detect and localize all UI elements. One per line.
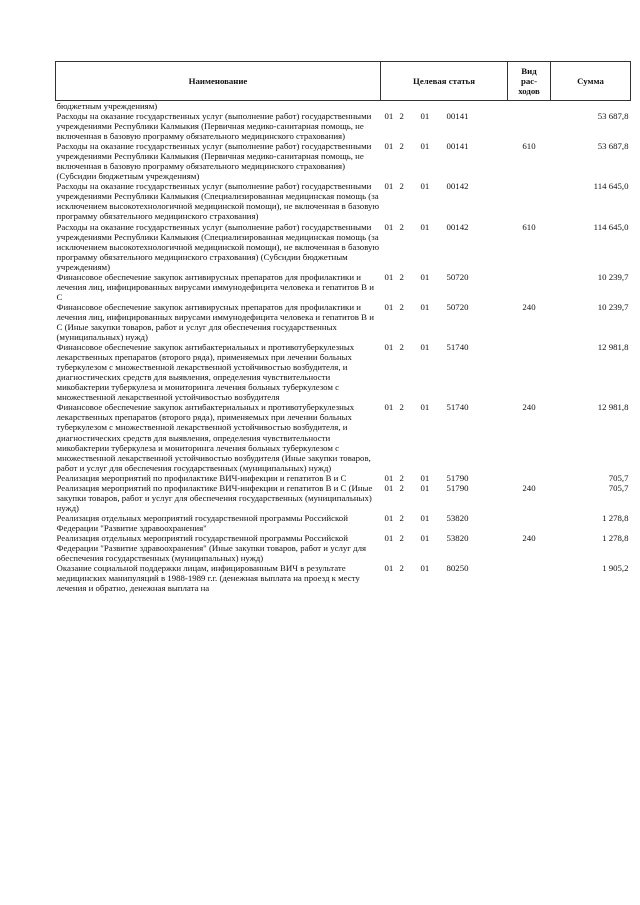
target-article-p3: 01 <box>420 402 430 413</box>
table-row <box>56 302 631 342</box>
row-target-article <box>381 473 508 483</box>
row-kind-of-expense <box>508 563 551 593</box>
row-sum: 114 645,0 <box>593 181 629 192</box>
target-article-p2: 2 <box>399 402 404 413</box>
row-target-article <box>381 111 508 141</box>
row-kind-of-expense <box>508 181 551 221</box>
target-article-p4: 51790 <box>446 482 469 493</box>
table-row <box>56 342 631 402</box>
target-article-p2: 2 <box>399 141 404 152</box>
target-article-p3: 01 <box>420 482 430 493</box>
row-sum: 10 239,7 <box>597 271 629 282</box>
target-article-p3: 01 <box>420 532 430 543</box>
header-kind-of-expense: Вид рас- ходов <box>508 62 551 101</box>
row-name: Расходы на оказание государственных услуг (выполнение работ) государственными учреждениями Республики Калмыкия (Первичная медико-санитарная помощь, не включенная в базовую программу обязательного медицинского страхования) (Субсидии бюджетным учреждениям) <box>56 141 372 182</box>
target-article-p1: 01 <box>384 512 394 523</box>
table-row <box>56 272 631 302</box>
row-sum: 53 687,8 <box>597 141 629 152</box>
row-target-article <box>381 402 508 472</box>
header-name: Наименование <box>56 62 381 101</box>
target-article-p3: 01 <box>420 301 430 312</box>
target-article-p3: 01 <box>420 111 430 121</box>
target-article-p1: 01 <box>384 402 394 413</box>
target-article-p2: 2 <box>399 271 404 282</box>
target-article-p2: 2 <box>399 342 404 353</box>
target-article-p3: 01 <box>420 271 430 282</box>
target-article-p3: 01 <box>420 221 430 232</box>
row-kind-of-expense <box>508 473 551 483</box>
table-row <box>56 513 631 533</box>
target-article-p2: 2 <box>399 532 404 543</box>
target-article-p4: 50720 <box>446 301 469 312</box>
table-row <box>56 181 631 221</box>
row-name: Реализация отдельных мероприятий государственной программы Российской Федерации "Развитие здравоохранения" (Иные закупки товаров, работ и услуг для обеспечения государственных (муниципальных) нужд) <box>56 532 367 564</box>
target-article-p2: 2 <box>399 472 404 483</box>
target-article-p1: 01 <box>384 301 394 312</box>
table-row <box>56 533 631 563</box>
row-kind-of-expense: 240 <box>522 532 536 543</box>
target-article-p1: 01 <box>384 141 394 152</box>
target-article-p4: 50720 <box>446 271 469 282</box>
continuation-row <box>56 101 631 112</box>
table-body <box>56 101 631 594</box>
table-row <box>56 141 631 181</box>
row-name: Реализация отдельных мероприятий государственной программы Российской Федерации "Развитие здравоохранения" <box>56 512 348 533</box>
target-article-p1: 01 <box>384 342 394 353</box>
table-row <box>56 402 631 472</box>
row-kind-of-expense: 240 <box>522 482 536 493</box>
row-sum: 1 905,2 <box>602 563 629 574</box>
target-article-p1: 01 <box>384 482 394 493</box>
row-kind-of-expense: 610 <box>522 141 536 152</box>
target-article-p3: 01 <box>420 472 430 483</box>
row-name: Финансовое обеспечение закупок антивирусных препаратов для профилактики и лечения лиц, инфицированных вирусами иммунодефицита человека и гепатитов B и C <box>56 271 374 302</box>
target-article-p4: 00141 <box>446 111 469 121</box>
row-name: Финансовое обеспечение закупок антибактериальных и противотуберкулезных лекарственных препаратов (второго ряда), применяемых при лечении больных туберкулезом с множественной лекарственной устойчивостью возбудителя, и диагностических средств для выявления, определения чувствительности микобактерии туберкулеза и мониторинга лечения больных туберкулезом с множественной лекарственной устойчивостью возбудителя <box>56 342 355 403</box>
target-article-p1: 01 <box>384 181 394 192</box>
target-article-p4: 00142 <box>446 221 469 232</box>
row-name: Реализация мероприятий по профилактике ВИЧ-инфекции и гепатитов B и C <box>56 472 347 483</box>
target-article-p3: 01 <box>420 563 430 574</box>
table-row <box>56 483 631 513</box>
target-article-p3: 01 <box>420 181 430 192</box>
row-sum: 12 981,8 <box>597 342 629 353</box>
row-kind-of-expense <box>508 513 551 533</box>
row-name: Финансовое обеспечение закупок антивирусных препаратов для профилактики и лечения лиц, инфицированных вирусами иммунодефицита человека и гепатитов B и C (Иные закупки товаров, работ и услуг для обеспечения государственных (муниципальных) нужд) <box>56 301 374 343</box>
target-article-p1: 01 <box>384 221 394 232</box>
row-kind-of-expense <box>508 111 551 141</box>
row-sum: 1 278,8 <box>602 532 629 543</box>
row-target-article <box>381 342 508 402</box>
target-article-p2: 2 <box>399 563 404 574</box>
table-row <box>56 222 631 272</box>
row-target-article <box>381 483 508 513</box>
target-article-p4: 00141 <box>446 141 469 152</box>
target-article-p1: 01 <box>384 472 394 483</box>
row-name: Финансовое обеспечение закупок антибактериальных и противотуберкулезных лекарственных препаратов (второго ряда), применяемых при лечении больных туберкулезом с множественной лекарственной устойчивостью возбудителя, и диагностических средств для выявления, определения чувствительности микобактерии туберкулеза и мониторинга лечения больных туберкулезом с множественной лекарственной устойчивостью возбудителя (Иные закупки товаров, работ и услуг для обеспечения государственных (муниципальных) нужд) <box>56 402 371 473</box>
target-article-p4: 51740 <box>446 342 469 353</box>
target-article-p1: 01 <box>384 271 394 282</box>
table-row <box>56 473 631 483</box>
row-target-article <box>381 533 508 563</box>
target-article-p4: 51740 <box>446 402 469 413</box>
row-kind-of-expense <box>508 272 551 302</box>
target-article-p1: 01 <box>384 111 394 121</box>
row-name: Оказание социальной поддержки лицам, инфицированным ВИЧ в результате медицинских манипуляций в 1988-1989 г.г. (денежная выплата на проезд к месту лечения и обратно, денежная выплата на <box>56 563 360 594</box>
table-row <box>56 563 631 593</box>
target-article-p4: 53820 <box>446 512 469 523</box>
target-article-p4: 80250 <box>446 563 469 574</box>
target-article-p2: 2 <box>399 221 404 232</box>
row-sum: 53 687,8 <box>597 111 629 121</box>
target-article-p4: 53820 <box>446 532 469 543</box>
row-sum: 1 278,8 <box>602 512 629 523</box>
target-article-p2: 2 <box>399 301 404 312</box>
header-sum: Сумма <box>551 62 631 101</box>
target-article-p2: 2 <box>399 111 404 121</box>
row-name: Реализация мероприятий по профилактике ВИЧ-инфекции и гепатитов B и C (Иные закупки товаров, работ и услуг для обеспечения государственных (муниципальных) нужд) <box>56 482 373 513</box>
target-article-p3: 01 <box>420 141 430 152</box>
row-kind-of-expense <box>508 342 551 402</box>
row-name: Расходы на оказание государственных услуг (выполнение работ) государственными учреждениями Республики Калмыкия (Специализированная медицинская помощь (за исключением высокотехнологичной медицинской помощи), не включенная в базовую программу обязательного медицинского страхования) (Субсидии бюджетным учреждениям) <box>56 221 380 272</box>
target-article-p2: 2 <box>399 482 404 493</box>
row-target-article <box>381 563 508 593</box>
row-name: Расходы на оказание государственных услуг (выполнение работ) государственными учреждениями Республики Калмыкия (Первичная медико-санитарная помощь, не включенная в базовую программу обязательного медицинского страхования) <box>56 111 372 142</box>
target-article-p4: 00142 <box>446 181 469 192</box>
header-target-article: Целевая статья <box>381 62 508 101</box>
row-sum: 705,7 <box>608 482 629 493</box>
budget-table <box>55 61 631 593</box>
target-article-p3: 01 <box>420 342 430 353</box>
row-sum: 12 981,8 <box>597 402 629 413</box>
target-article-p2: 2 <box>399 181 404 192</box>
row-kind-of-expense: 610 <box>522 221 536 232</box>
row-sum: 10 239,7 <box>597 301 629 312</box>
row-target-article <box>381 302 508 342</box>
row-target-article <box>381 181 508 221</box>
row-sum: 705,7 <box>608 472 629 483</box>
row-target-article <box>381 513 508 533</box>
row-target-article <box>381 272 508 302</box>
table-row <box>56 111 631 141</box>
target-article-p1: 01 <box>384 563 394 574</box>
row-kind-of-expense: 240 <box>522 301 536 312</box>
target-article-p3: 01 <box>420 512 430 523</box>
target-article-p4: 51790 <box>446 472 469 483</box>
row-target-article <box>381 222 508 272</box>
target-article-p2: 2 <box>399 512 404 523</box>
row-kind-of-expense: 240 <box>522 402 536 413</box>
target-article-p1: 01 <box>384 532 394 543</box>
continuation-text: бюджетным учреждениям) <box>56 101 158 111</box>
row-target-article <box>381 141 508 181</box>
row-sum: 114 645,0 <box>593 221 629 232</box>
row-name: Расходы на оказание государственных услуг (выполнение работ) государственными учреждениями Республики Калмыкия (Специализированная медицинская помощь (за исключением высокотехнологичной медицинской помощи), не включенная в базовую программу обязательного медицинского страхования) <box>56 181 380 222</box>
table-header <box>56 62 631 101</box>
